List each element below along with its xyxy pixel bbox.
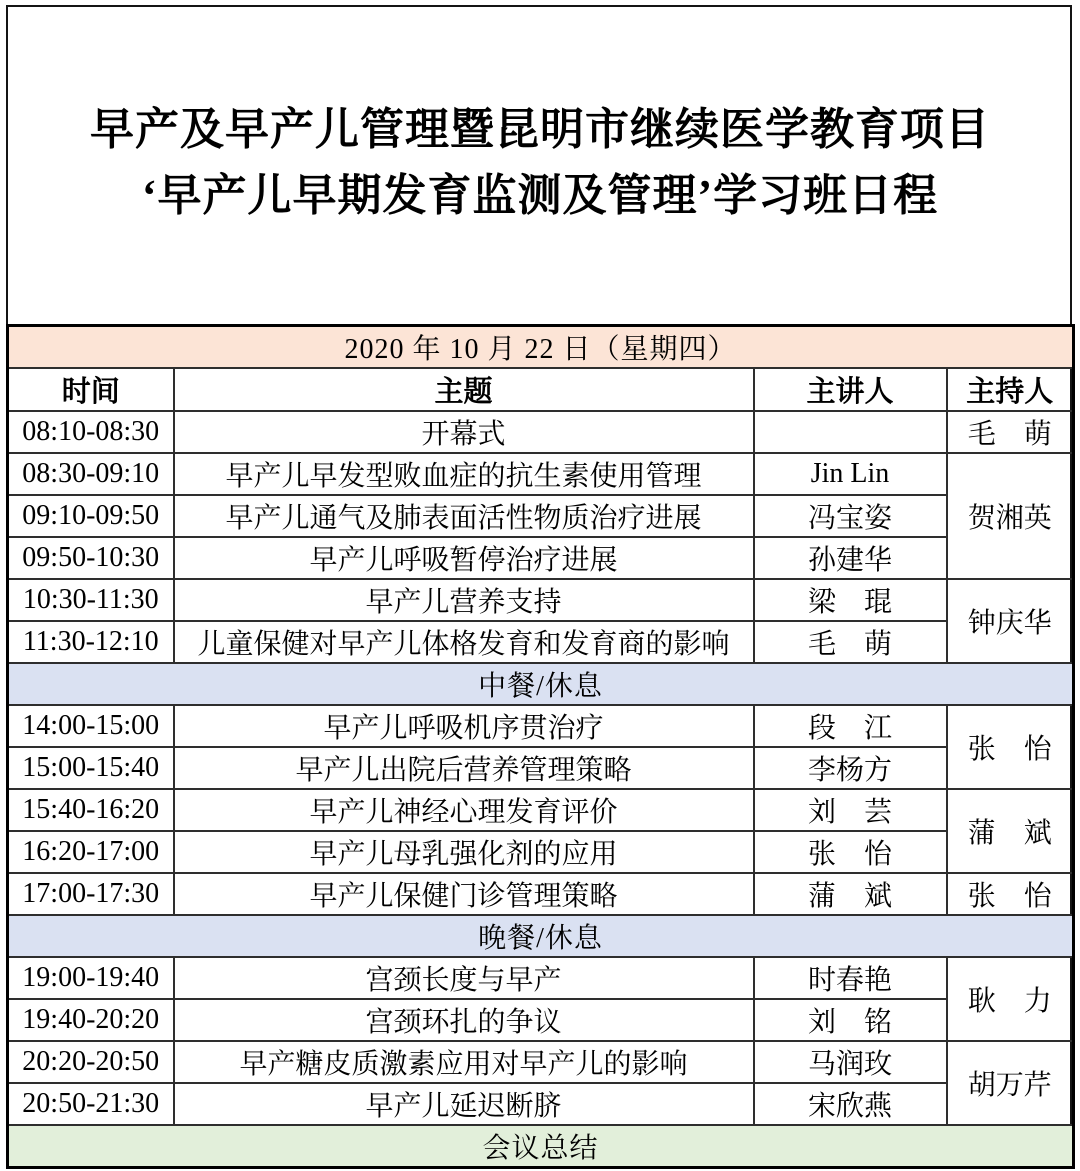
moderator-cell: 耿 力: [947, 957, 1074, 1041]
moderator-cell: 毛 萌: [947, 411, 1074, 453]
topic-cell: 早产儿延迟断脐: [174, 1083, 754, 1125]
session-row: [8, 1041, 1074, 1083]
session-row: [8, 453, 1074, 495]
moderator-cell: 蒲 斌: [947, 789, 1074, 873]
topic-cell: 早产儿呼吸暂停治疗进展: [174, 537, 754, 579]
topic-cell: 早产儿出院后营养管理策略: [174, 747, 754, 789]
document-title: [0, 97, 1080, 229]
date-header-row: [8, 326, 1074, 369]
column-header-row: [8, 368, 1074, 411]
time-cell: 10:30-11:30: [8, 579, 174, 621]
time-cell: 09:50-10:30: [8, 537, 174, 579]
document-title-line2: ‘早产儿早期发育监测及管理’学习班日程: [141, 171, 939, 220]
speaker-cell: 张 怡: [754, 831, 947, 873]
speaker-cell: 蒲 斌: [754, 873, 947, 915]
speaker-cell: Jin Lin: [754, 453, 947, 495]
topic-cell: 早产儿通气及肺表面活性物质治疗进展: [174, 495, 754, 537]
session-row: [8, 537, 1074, 579]
session-row: [8, 579, 1074, 621]
time-cell: 16:20-17:00: [8, 831, 174, 873]
break-row: [8, 915, 1074, 957]
speaker-cell: 刘 芸: [754, 789, 947, 831]
topic-cell: 开幕式: [174, 411, 754, 453]
session-row: [8, 621, 1074, 663]
topic-cell: 早产儿营养支持: [174, 579, 754, 621]
time-cell: 15:40-16:20: [8, 789, 174, 831]
break-cell: 晚餐/休息: [8, 915, 1074, 957]
schedule-body: [8, 326, 1074, 1168]
schedule-table: [6, 324, 1075, 1169]
speaker-cell: 时春艳: [754, 957, 947, 999]
speaker-cell: 孙建华: [754, 537, 947, 579]
moderator-cell: 胡万芹: [947, 1041, 1074, 1125]
session-row: [8, 789, 1074, 831]
topic-cell: 早产儿母乳强化剂的应用: [174, 831, 754, 873]
time-cell: 14:00-15:00: [8, 705, 174, 747]
session-row: [8, 411, 1074, 453]
moderator-cell: 张 怡: [947, 873, 1074, 915]
time-cell: 19:40-20:20: [8, 999, 174, 1041]
speaker-cell: [754, 411, 947, 453]
time-cell: 09:10-09:50: [8, 495, 174, 537]
speaker-cell: 段 江: [754, 705, 947, 747]
topic-cell: 早产儿保健门诊管理策略: [174, 873, 754, 915]
session-row: [8, 495, 1074, 537]
topic-cell: 早产糖皮质激素应用对早产儿的影响: [174, 1041, 754, 1083]
moderator-cell: 张 怡: [947, 705, 1074, 789]
time-cell: 15:00-15:40: [8, 747, 174, 789]
speaker-cell: 梁 琨: [754, 579, 947, 621]
column-header-time: 时间: [8, 368, 174, 411]
session-row: [8, 999, 1074, 1041]
time-cell: 08:30-09:10: [8, 453, 174, 495]
topic-cell: 宫颈环扎的争议: [174, 999, 754, 1041]
summary-cell: 会议总结: [8, 1125, 1074, 1168]
speaker-cell: 刘 铭: [754, 999, 947, 1041]
speaker-cell: 宋欣燕: [754, 1083, 947, 1125]
time-cell: 08:10-08:30: [8, 411, 174, 453]
topic-cell: 早产儿早发型败血症的抗生素使用管理: [174, 453, 754, 495]
document-title-line1: 早产及早产儿管理暨昆明市继续医学教育项目: [90, 105, 990, 154]
time-cell: 20:50-21:30: [8, 1083, 174, 1125]
session-row: [8, 705, 1074, 747]
topic-cell: 宫颈长度与早产: [174, 957, 754, 999]
date-header-cell: 2020 年 10 月 22 日（星期四）: [8, 326, 1074, 369]
speaker-cell: 冯宝姿: [754, 495, 947, 537]
time-cell: 17:00-17:30: [8, 873, 174, 915]
break-cell: 中餐/休息: [8, 663, 1074, 705]
speaker-cell: 毛 萌: [754, 621, 947, 663]
column-header-speaker: 主讲人: [754, 368, 947, 411]
summary-row: [8, 1125, 1074, 1168]
column-header-topic: 主题: [174, 368, 754, 411]
topic-cell: 早产儿呼吸机序贯治疗: [174, 705, 754, 747]
session-row: [8, 1083, 1074, 1125]
session-row: [8, 747, 1074, 789]
moderator-cell: 贺湘英: [947, 453, 1074, 579]
time-cell: 19:00-19:40: [8, 957, 174, 999]
column-header-moderator: 主持人: [947, 368, 1074, 411]
time-cell: 20:20-20:50: [8, 1041, 174, 1083]
break-row: [8, 663, 1074, 705]
speaker-cell: 马润玫: [754, 1041, 947, 1083]
moderator-cell: 钟庆华: [947, 579, 1074, 663]
topic-cell: 儿童保健对早产儿体格发育和发育商的影响: [174, 621, 754, 663]
topic-cell: 早产儿神经心理发育评价: [174, 789, 754, 831]
session-row: [8, 957, 1074, 999]
time-cell: 11:30-12:10: [8, 621, 174, 663]
speaker-cell: 李杨方: [754, 747, 947, 789]
session-row: [8, 873, 1074, 915]
session-row: [8, 831, 1074, 873]
